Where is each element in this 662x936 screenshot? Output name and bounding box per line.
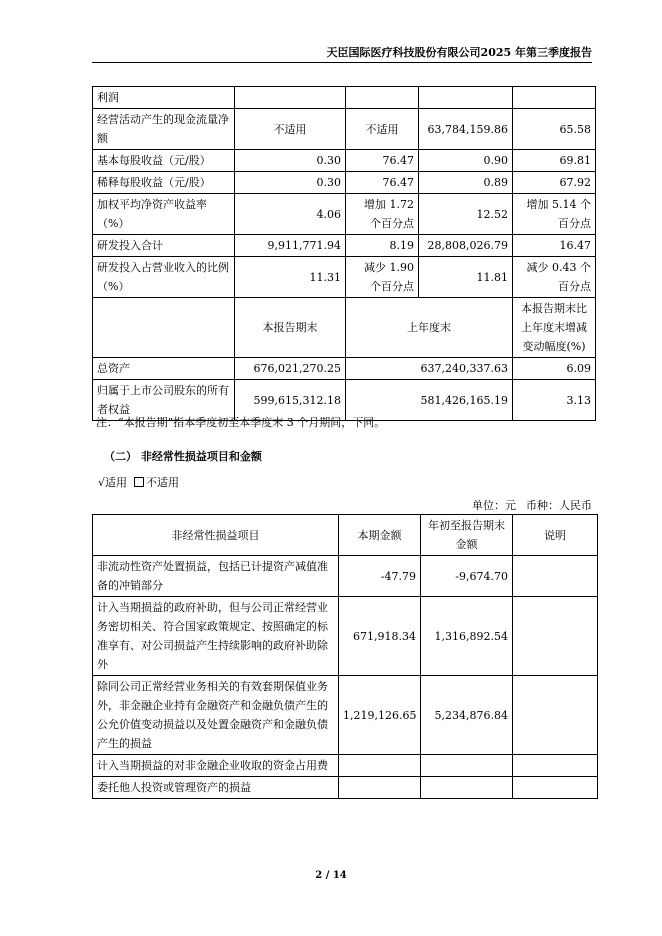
cell-current: 11.31 xyxy=(235,257,346,298)
cell-ytd xyxy=(421,777,513,799)
cell-ytd: 12.52 xyxy=(419,194,513,235)
cell-current xyxy=(339,777,421,799)
cell-ytd: 0.89 xyxy=(419,172,513,194)
cell-current: 9,911,771.94 xyxy=(235,235,346,257)
cell-current: 0.30 xyxy=(235,172,346,194)
cell-ytd-change: 65.58 xyxy=(513,109,596,150)
cell-current: 0.30 xyxy=(235,150,346,172)
cell-ytd: 1,316,892.54 xyxy=(421,597,513,676)
table-row xyxy=(93,257,596,298)
cell-change: 不适用 xyxy=(346,109,419,150)
row-label: 研发投入占营业收入的比例（%） xyxy=(93,257,235,298)
cell-period-end: 599,615,312.18 xyxy=(235,380,346,421)
cell-ytd: 11.81 xyxy=(419,257,513,298)
cell-change-pct: 6.09 xyxy=(513,358,596,380)
table-row xyxy=(93,556,598,597)
cell-prior-year-end: 581,426,165.19 xyxy=(346,380,513,421)
cell-ytd-change: 增加 5.14 个百分点 xyxy=(513,194,596,235)
cell-ytd xyxy=(421,755,513,777)
applicable-checked: √适用 xyxy=(98,476,128,489)
cell-change: 8.19 xyxy=(346,235,419,257)
cell-current: -47.79 xyxy=(339,556,421,597)
cell-current: 4.06 xyxy=(235,194,346,235)
cell-ytd-change: 69.81 xyxy=(513,150,596,172)
cell-ytd: 0.90 xyxy=(419,150,513,172)
row-label: 基本每股收益（元/股） xyxy=(93,150,235,172)
applicability-options xyxy=(98,474,179,490)
cell-change: 减少 1.90 个百分点 xyxy=(346,257,419,298)
financial-indicators-table xyxy=(92,86,596,421)
cell-ytd: 63,784,159.86 xyxy=(419,109,513,150)
unit-line xyxy=(92,497,592,513)
table-row xyxy=(93,150,596,172)
row-label: 加权平均净资产收益率（%） xyxy=(93,194,235,235)
header-prior-year-end: 上年度末 xyxy=(346,298,513,358)
cell-ytd-change: 67.92 xyxy=(513,172,596,194)
currency-label: 币种：人民币 xyxy=(526,499,592,512)
checkbox-icon xyxy=(134,477,144,487)
cell-note xyxy=(513,777,598,799)
cell-note xyxy=(513,676,598,755)
row-label: 归属于上市公司股东的所有者权益 xyxy=(93,380,235,421)
item-label: 非流动性资产处置损益，包括已计提资产减值准备的冲销部分 xyxy=(93,556,339,597)
row-label: 利润 xyxy=(93,87,235,109)
cell-change: 76.47 xyxy=(346,150,419,172)
item-label: 计入当期损益的对非金融企业收取的资金占用费 xyxy=(93,755,339,777)
cell-note xyxy=(513,556,598,597)
table-note: 注：“本报告期”指本季度初至本季度末 3 个月期间，下同。 xyxy=(96,416,386,429)
table-row xyxy=(93,194,596,235)
header-change-pct: 本报告期末比上年度末增减变动幅度(%) xyxy=(513,298,596,358)
table-header-row xyxy=(93,298,596,358)
row-label: 研发投入合计 xyxy=(93,235,235,257)
cell-note xyxy=(513,755,598,777)
table-row xyxy=(93,109,596,150)
cell-current: 671,918.34 xyxy=(339,597,421,676)
report-header: 天臣国际医疗科技股份有限公司2025 年第三季度报告 xyxy=(326,46,592,59)
cell-change xyxy=(346,87,419,109)
table-row xyxy=(93,172,596,194)
item-label: 计入当期损益的政府补助，但与公司正常经营业务密切相关、符合国家政策规定、按照确定的标准享有、对公司损益产生持续影响的政府补助除外 xyxy=(93,597,339,676)
header-ytd: 年初至报告期末金额 xyxy=(421,515,513,556)
cell-current: 不适用 xyxy=(235,109,346,150)
header-note: 说明 xyxy=(513,515,598,556)
row-label: 经营活动产生的现金流量净额 xyxy=(93,109,235,150)
table-row xyxy=(93,358,596,380)
cell-ytd: 5,234,876.84 xyxy=(421,676,513,755)
header-divider xyxy=(92,62,592,63)
table-row xyxy=(93,755,598,777)
cell-current: 1,219,126.65 xyxy=(339,676,421,755)
header-blank xyxy=(93,298,235,358)
cell-ytd-change: 16.47 xyxy=(513,235,596,257)
non-recurring-items-table xyxy=(92,514,598,799)
table-row xyxy=(93,777,598,799)
table-row xyxy=(93,597,598,676)
cell-current xyxy=(235,87,346,109)
cell-ytd: -9,674.70 xyxy=(421,556,513,597)
cell-ytd-change: 减少 0.43 个百分点 xyxy=(513,257,596,298)
cell-ytd-change xyxy=(513,87,596,109)
cell-change: 增加 1.72 个百分点 xyxy=(346,194,419,235)
cell-prior-year-end: 637,240,337.63 xyxy=(346,358,513,380)
table-row xyxy=(93,87,596,109)
item-label: 除同公司正常经营业务相关的有效套期保值业务外，非金融企业持有金融资产和金融负债产生的公允价值变动损益以及处置金融资产和金融负债产生的损益 xyxy=(93,676,339,755)
cell-change: 76.47 xyxy=(346,172,419,194)
cell-period-end: 676,021,270.25 xyxy=(235,358,346,380)
section-title: （二） 非经常性损益项目和金额 xyxy=(104,450,262,463)
cell-note xyxy=(513,597,598,676)
row-label: 稀释每股收益（元/股） xyxy=(93,172,235,194)
table-row xyxy=(93,676,598,755)
table-header-row xyxy=(93,515,598,556)
cell-ytd: 28,808,026.79 xyxy=(419,235,513,257)
item-label: 委托他人投资或管理资产的损益 xyxy=(93,777,339,799)
table-row xyxy=(93,235,596,257)
unit-label: 单位：元 xyxy=(472,499,516,512)
not-applicable-label: 不适用 xyxy=(146,476,180,489)
page-number: 2 / 14 xyxy=(315,870,347,881)
cell-current xyxy=(339,755,421,777)
row-label: 总资产 xyxy=(93,358,235,380)
cell-ytd xyxy=(419,87,513,109)
cell-change-pct: 3.13 xyxy=(513,380,596,421)
header-period-end: 本报告期末 xyxy=(235,298,346,358)
header-current: 本期金额 xyxy=(339,515,421,556)
header-item: 非经常性损益项目 xyxy=(93,515,339,556)
